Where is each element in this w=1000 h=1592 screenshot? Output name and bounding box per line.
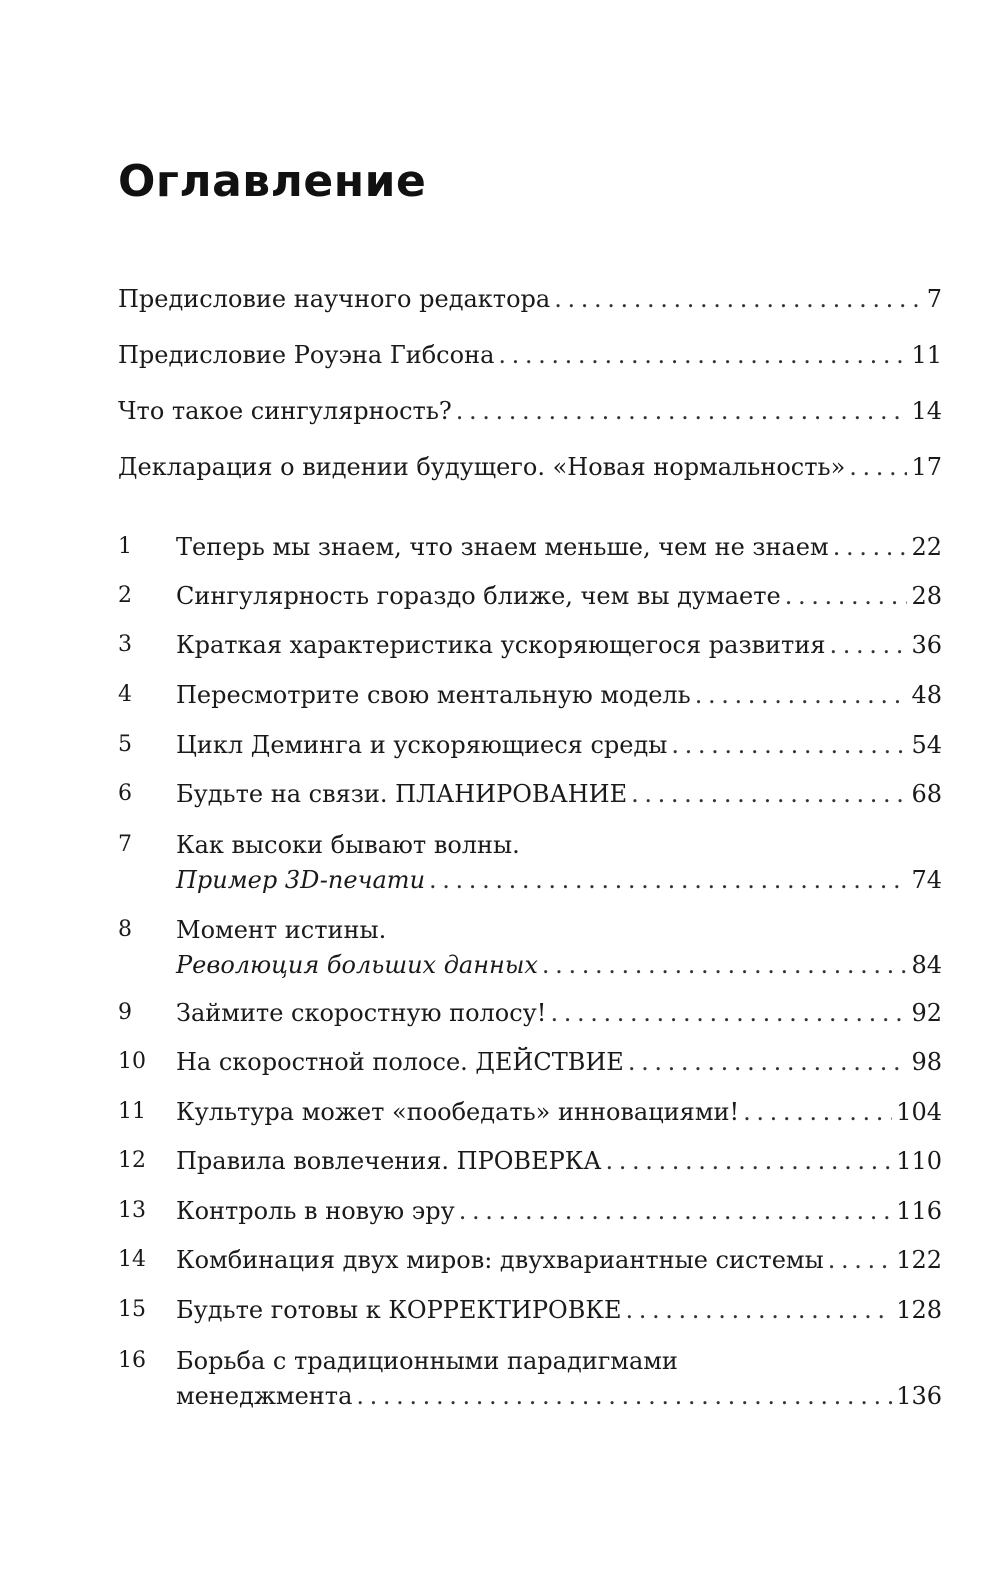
chapter-title: Контроль в новую эру	[176, 1197, 455, 1225]
chapter-page: 116	[896, 1197, 942, 1225]
leader-dots	[356, 1379, 892, 1413]
chapter-page: 28	[911, 582, 942, 610]
chapter-number: 2	[118, 583, 132, 608]
chapter-number: 13	[118, 1198, 146, 1223]
entry-page: 17	[911, 453, 942, 481]
chapter-page: 110	[896, 1147, 942, 1175]
chapter-number: 9	[118, 1000, 132, 1025]
leader-dots	[743, 1095, 892, 1129]
entry-page: 7	[926, 285, 942, 313]
leader-dots	[695, 678, 908, 712]
chapter-number: 5	[118, 732, 132, 757]
chapter-page: 84	[911, 951, 942, 979]
leader-dots	[828, 1243, 893, 1277]
leader-dots	[498, 338, 907, 372]
chapter-title: Пересмотрите свою ментальную модель	[176, 681, 691, 709]
entry-page: 14	[911, 397, 942, 425]
leader-dots	[429, 863, 907, 897]
chapter-title: Комбинация двух миров: двухвариантные системы	[176, 1246, 824, 1274]
chapter-number: 8	[118, 917, 132, 942]
chapter-page: 74	[911, 866, 942, 894]
chapter-title: Краткая характеристика ускоряющегося развития	[176, 631, 826, 659]
chapter-page: 68	[911, 780, 942, 808]
chapter-number: 1	[118, 534, 132, 559]
chapter-page: 122	[896, 1246, 942, 1274]
leader-dots	[542, 948, 908, 982]
leader-dots	[628, 1045, 908, 1079]
chapter-title: Борьба с традиционными парадигмами	[176, 1347, 678, 1375]
chapter-number: 11	[118, 1099, 146, 1124]
leader-dots	[625, 1293, 892, 1327]
entry-title: Что такое сингулярность?	[118, 397, 452, 425]
entry-title: Декларация о видении будущего. «Новая нормальность»	[118, 453, 846, 481]
chapter-number: 3	[118, 632, 132, 657]
entry-page: 11	[911, 341, 942, 369]
chapter-number: 10	[118, 1049, 146, 1074]
chapter-page: 128	[896, 1296, 942, 1324]
chapter-title: Займите скоростную полосу!	[176, 999, 547, 1027]
leader-dots	[671, 728, 907, 762]
chapter-page: 36	[911, 631, 942, 659]
chapter-page: 92	[911, 999, 942, 1027]
chapter-page: 136	[896, 1382, 942, 1410]
chapter-number: 15	[118, 1297, 146, 1322]
leader-dots	[833, 530, 908, 564]
chapter-subtitle: Пример 3D-печати	[176, 866, 426, 894]
chapter-page: 54	[911, 731, 942, 759]
chapter-page: 22	[911, 533, 942, 561]
chapter-number: 16	[118, 1348, 146, 1373]
chapter-subtitle: Революция больших данных	[176, 951, 538, 979]
leader-dots	[785, 579, 908, 613]
chapter-number: 12	[118, 1148, 146, 1173]
chapter-number: 7	[118, 832, 132, 857]
leader-dots	[459, 1194, 892, 1228]
chapter-title: Как высоки бывают волны.	[176, 831, 520, 859]
leader-dots	[829, 628, 907, 662]
chapter-page: 48	[911, 681, 942, 709]
leader-dots	[456, 394, 908, 428]
entry-title: Предисловие Роуэна Гибсона	[118, 341, 495, 369]
chapter-page: 104	[896, 1098, 942, 1126]
chapter-title: Правила вовлечения. ПРОВЕРКА	[176, 1147, 602, 1175]
chapter-title-cont: менеджмента	[176, 1382, 353, 1410]
leader-dots	[554, 282, 923, 316]
chapter-page: 98	[911, 1048, 942, 1076]
chapter-title: Будьте готовы к КОРРЕКТИРОВКЕ	[176, 1296, 622, 1324]
chapter-title: Цикл Деминга и ускоряющиеся среды	[176, 731, 668, 759]
chapter-title: На скоростной полосе. ДЕЙСТВИЕ	[176, 1048, 624, 1076]
leader-dots	[550, 996, 907, 1030]
page-title: Оглавление	[118, 156, 427, 207]
chapter-title: Будьте на связи. ПЛАНИРОВАНИЕ	[176, 780, 628, 808]
chapter-number: 14	[118, 1247, 146, 1272]
chapter-title: Культура может «пообедать» инновациями!	[176, 1098, 740, 1126]
chapter-title: Сингулярность гораздо ближе, чем вы думаете	[176, 582, 781, 610]
leader-dots	[631, 777, 907, 811]
entry-title: Предисловие научного редактора	[118, 285, 551, 313]
chapter-title: Теперь мы знаем, что знаем меньше, чем не знаем	[176, 533, 829, 561]
chapter-number: 6	[118, 781, 132, 806]
chapter-title: Момент истины.	[176, 916, 387, 944]
leader-dots	[605, 1144, 892, 1178]
leader-dots	[849, 450, 907, 484]
chapter-number: 4	[118, 682, 132, 707]
